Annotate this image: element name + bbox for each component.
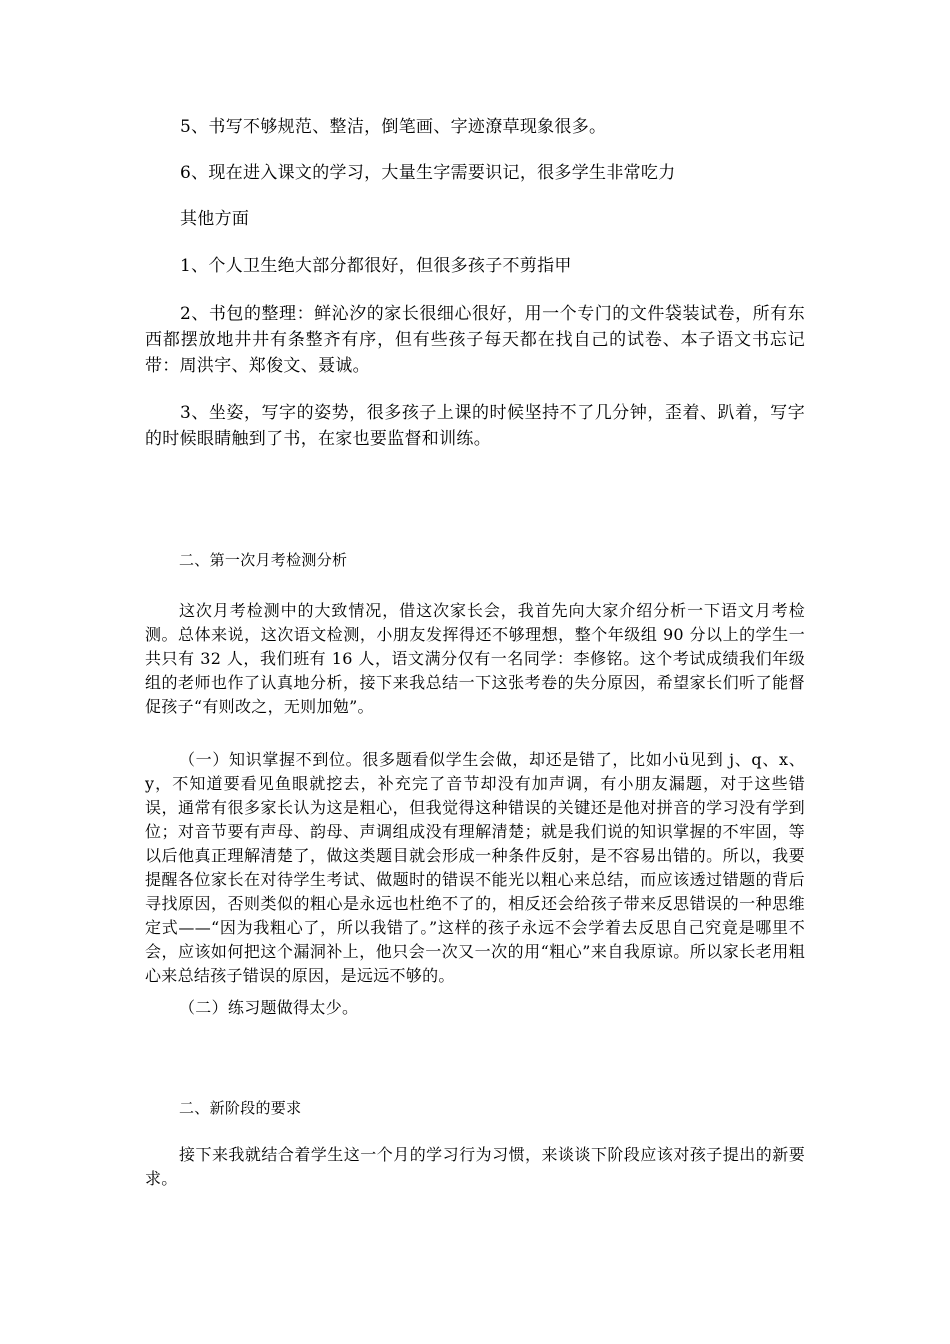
- paragraph-exam-point-1: （一）知识掌握不到位。很多题看似学生会做，却还是错了，比如小ü见到 j、q、x、y，不知道要看见鱼眼就挖去，补充完了音节却没有加声调，有小朋友漏题，对于这些错误，通常有很多家长认为这是粗心，但我觉得这种错误的关键还是他对拼音的学习没有学到位；对音节要有声母、韵母、声调组成没有理解清楚；就是我们说的知识掌握的不牢固，等以后他真正理解清楚了，做这类题目就会形成一种条件反射，是不容易出错的。所以，我要提醒各位家长在对待学生考试、做题时的错误不能光以粗心来总结，而应该透过错题的背后寻找原因，否则类似的粗心是永远也杜绝不了的，相反还会给孩子带来反思错误的一种思维定式——“因为我粗心了，所以我错了。”这样的孩子永远不会学着去反思自己究竟是哪里不会，应该如何把这个漏洞补上，他只会一次又一次的用“粗心”来自我原谅。所以家长老用粗心来总结孩子错误的原因，是远远不够的。: [145, 750, 805, 985]
- paragraph-new-stage-intro: 接下来我就结合着学生这一个月的学习行为习惯，来谈谈下阶段应该对孩子提出的新要求。: [145, 1145, 805, 1188]
- paragraph-exam-intro: 这次月考检测中的大致情况，借这次家长会，我首先向大家介绍分析一下语文月考检测。总体来说，这次语文检测，小朋友发挥得还不够理想，整个年级组 90 分以上的学生一共只有 32 人，我们班有 16 人，语文满分仅有一名同学：李修铭。这个考试成绩我们年级组的老师也作了认真地分析，接下来我总结一下这张考卷的失分原因，希望家长们听了能督促孩子“有则改之，无则加勉”。: [145, 601, 805, 716]
- section-heading-new-stage: 二、新阶段的要求: [179, 1099, 302, 1117]
- paragraph-other-1: 1、个人卫生绝大部分都很好，但很多孩子不剪指甲: [180, 256, 572, 276]
- paragraph-other-2: 2、书包的整理：鲜沁汐的家长很细心很好，用一个专门的文件袋装试卷，所有东西都摆放地井井有条整齐有序，但有些孩子每天都在找自己的试卷、本子语文书忘记带：周洪宇、郑俊文、聂诚。: [145, 304, 805, 376]
- paragraph-exam-point-2: （二）练习题做得太少。: [179, 998, 359, 1017]
- subheading-other-aspects: 其他方面: [180, 209, 250, 229]
- section-heading-exam: 二、第一次月考检测分析: [179, 551, 348, 569]
- paragraph-item-5: 5、书写不够规范、整洁，倒笔画、字迹潦草现象很多。: [180, 117, 607, 137]
- paragraph-item-6: 6、现在进入课文的学习，大量生字需要识记，很多学生非常吃力: [180, 163, 676, 183]
- paragraph-other-3: 3、坐姿，写字的姿势，很多孩子上课的时候坚持不了几分钟，歪着、趴着，写字的时候眼睛触到了书，在家也要监督和训练。: [145, 403, 805, 449]
